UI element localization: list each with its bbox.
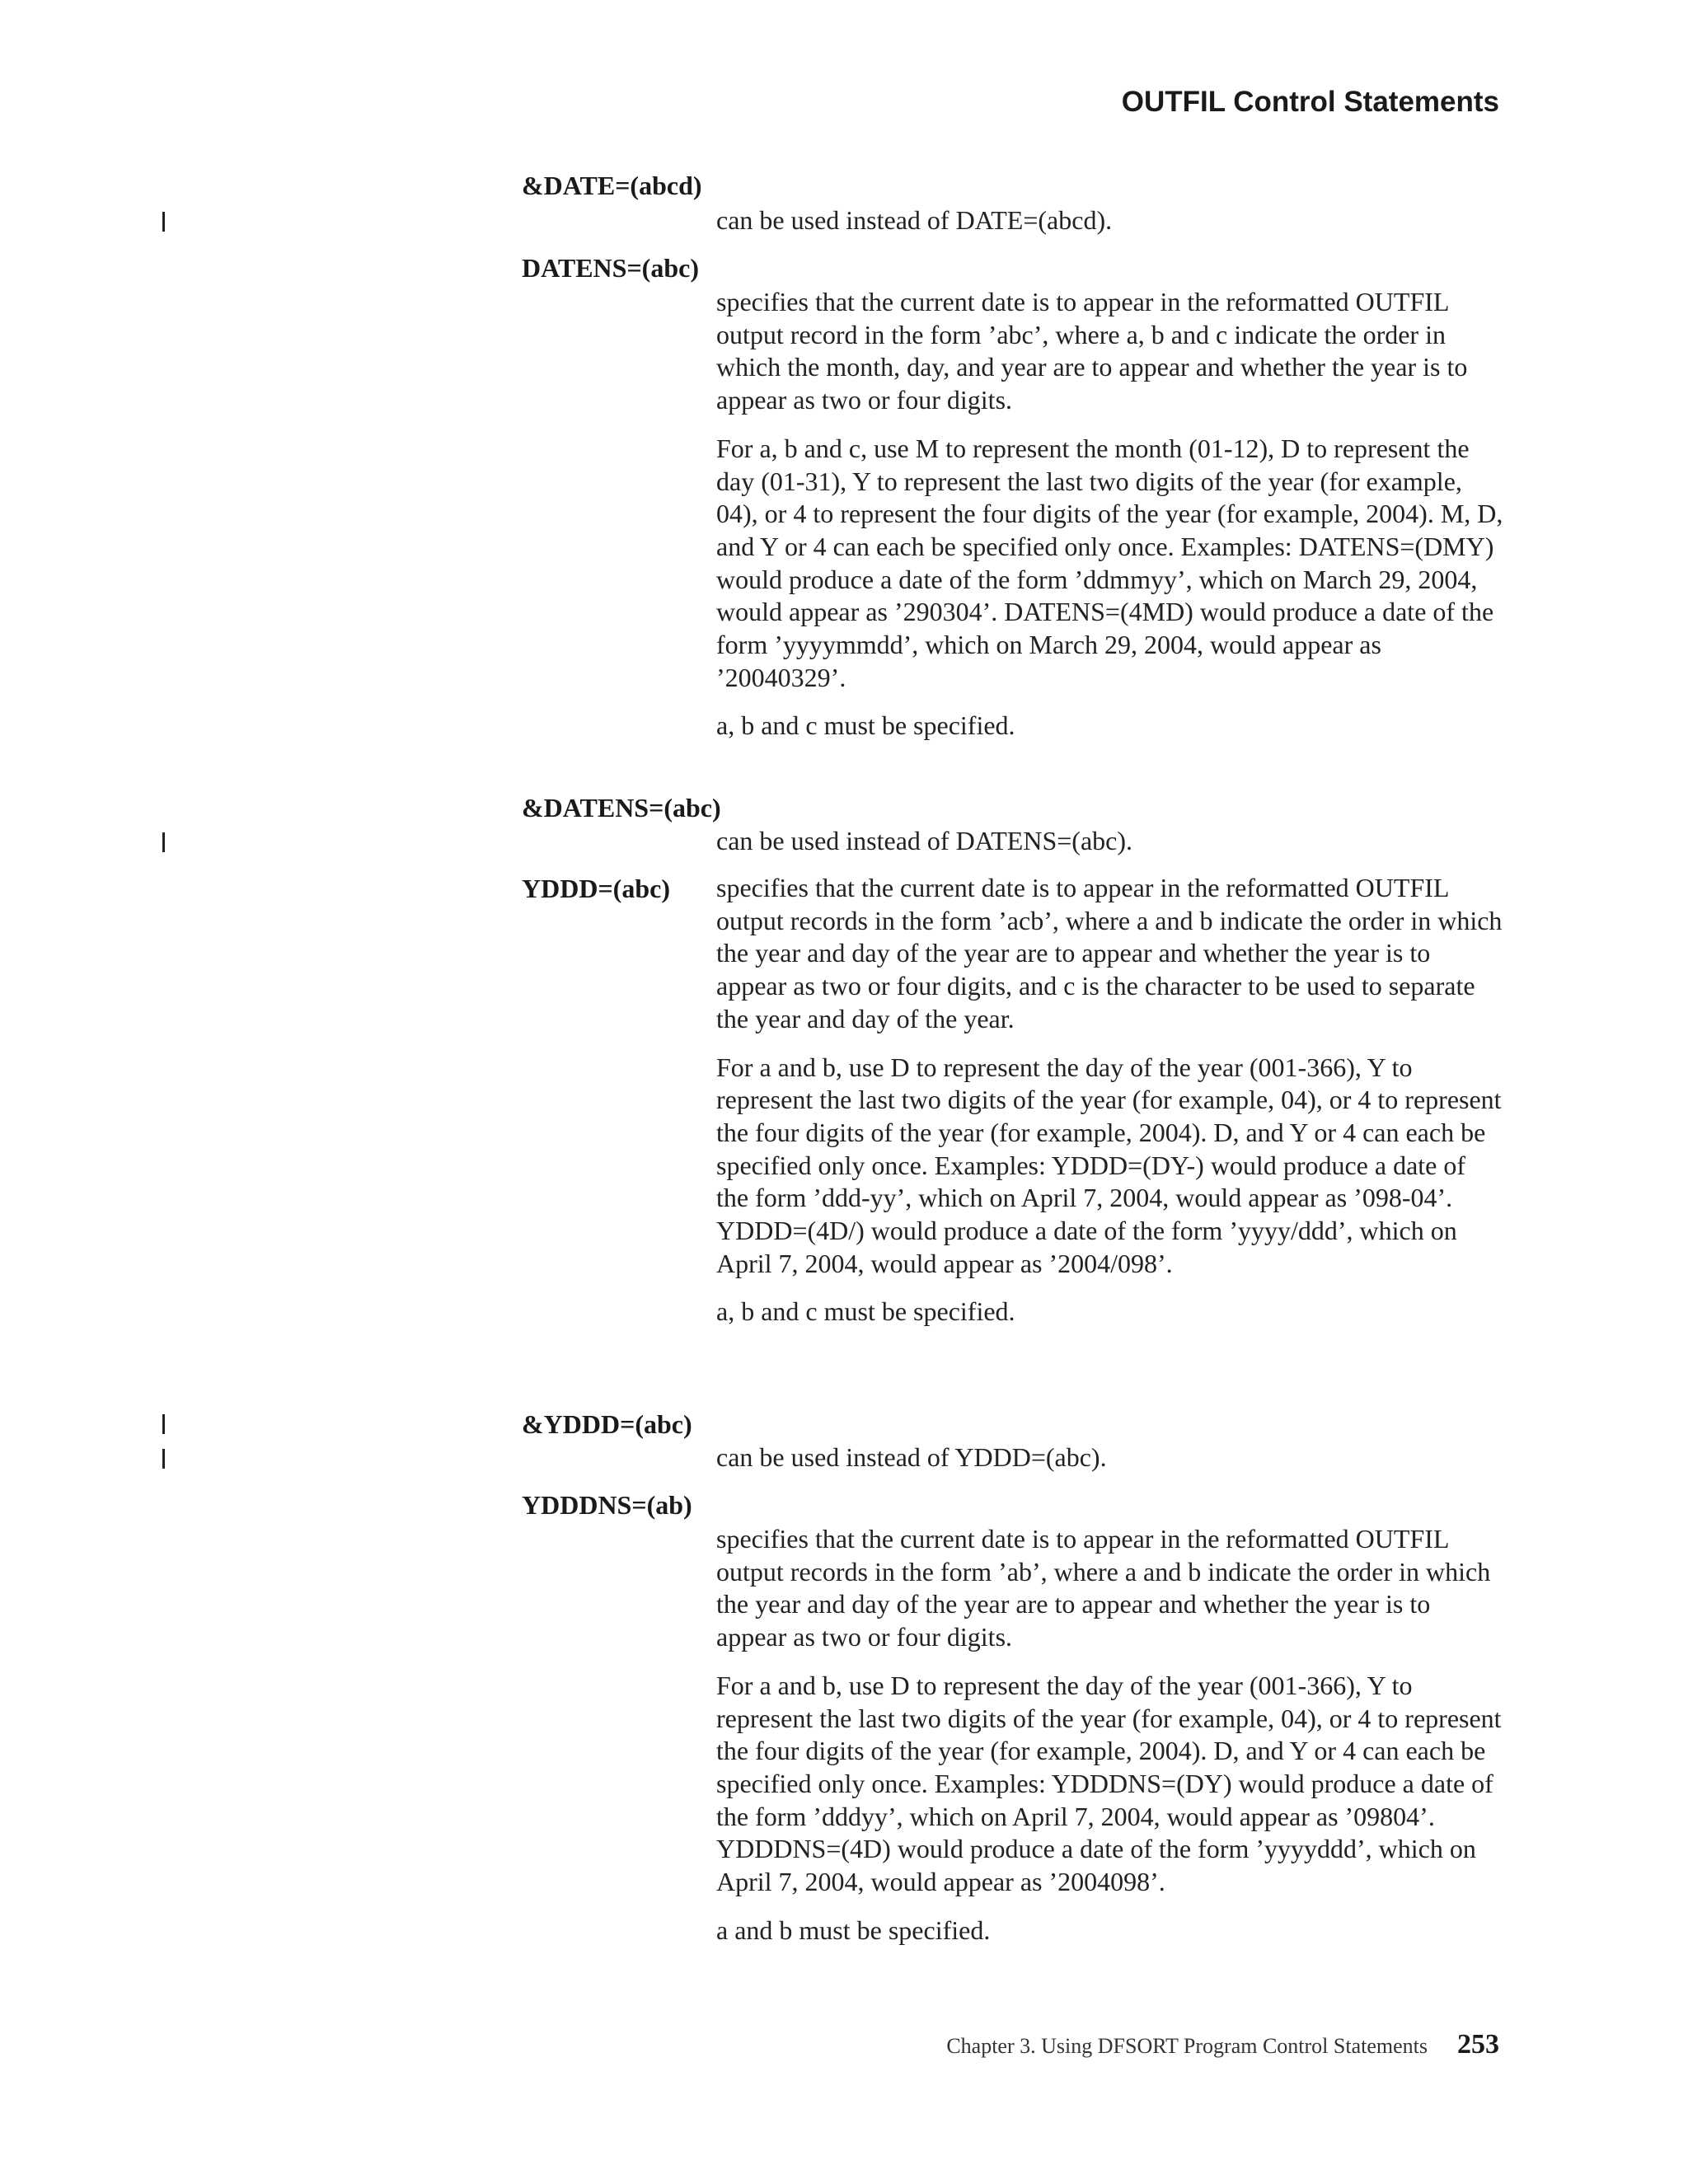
paragraph: For a, b and c, use M to represent the month (01-12), D to represent the day (01-31), Y to represent the last two digits of the year (for example, 04), or 4 to represent the four digits of the year (for example, 2004). M, D, and Y or 4 can each be specified only once. Examples: DATENS=(DMY) would produce a date of the form ’ddmmyy’, which on March 29, 2004, would appear as ’290304’. DATENS=(4MD) would produce a date of the form ’yyyymmdd’, which on March 29, 2004, would appear as ’20040329’. bbox=[716, 433, 1503, 692]
paragraph: a, b and c must be specified. bbox=[716, 710, 1015, 741]
entry-term: &DATENS=(abc) bbox=[522, 793, 721, 823]
entry-description bbox=[716, 825, 1503, 874]
paragraph: can be used instead of YDDD=(abc). bbox=[716, 1442, 1107, 1472]
entry-description bbox=[716, 286, 1503, 758]
paragraph: For a and b, use D to represent the day of the year (001-366), Y to represent the last two digits of the year (for example, 04), or 4 to represent the four digits of the year (for example, 2004). D, and Y or 4 can each be specified only once. Examples: YDDDNS=(DY) would produce a date of the form ’dddyy’, which on April 7, 2004, would appear as ’09804’. YDDDNS=(4D) would produce a date of the form ’yyyyddd’, which on April 7, 2004, would appear as ’2004098’. bbox=[716, 1670, 1502, 1897]
entry-term: DATENS=(abc) bbox=[522, 253, 699, 283]
entry-term: &DATE=(abcd) bbox=[522, 171, 702, 200]
entry-description bbox=[716, 872, 1503, 1344]
paragraph: specifies that the current date is to appear in the reformatted OUTFIL output record in the form ’abc’, where a, b and c indicate the order in which the month, day, and year are to appear and whether the year is to appear as two or four digits. bbox=[716, 287, 1468, 415]
page-number: 253 bbox=[1457, 2029, 1499, 2060]
entry-description bbox=[716, 204, 1503, 253]
entry-description bbox=[716, 1441, 1503, 1490]
change-bar bbox=[162, 1449, 165, 1469]
change-bar bbox=[162, 1414, 165, 1434]
change-bar bbox=[162, 212, 165, 232]
paragraph: a and b must be specified. bbox=[716, 1915, 991, 1945]
entry-description bbox=[716, 1523, 1503, 1962]
entry-term: YDDD=(abc) bbox=[522, 874, 670, 903]
paragraph: a, b and c must be specified. bbox=[716, 1296, 1015, 1327]
paragraph: specifies that the current date is to appear in the reformatted OUTFIL output records in the form ’ab’, where a and b indicate the order in which the year and day of the year are to appear and whether the year is to appear as two or four digits. bbox=[716, 1524, 1491, 1652]
paragraph: can be used instead of DATENS=(abc). bbox=[716, 826, 1132, 855]
entry-term: YDDDNS=(ab) bbox=[522, 1490, 692, 1520]
footer-chapter-title: Chapter 3. Using DFSORT Program Control Statements bbox=[946, 2034, 1428, 2058]
change-bar bbox=[162, 832, 165, 852]
entry-term: &YDDD=(abc) bbox=[522, 1409, 692, 1439]
paragraph: can be used instead of DATE=(abcd). bbox=[716, 205, 1113, 235]
paragraph: specifies that the current date is to appear in the reformatted OUTFIL output records in the form ’acb’, where a and b indicate the order in which the year and day of the year are to appear and whether the year is to appear as two or four digits, and c is the character to be used to separate the year and day of the year. bbox=[716, 873, 1503, 1033]
paragraph: For a and b, use D to represent the day of the year (001-366), Y to represent the last two digits of the year (for example, 04), or 4 to represent the four digits of the year (for example, 2004). D, and Y or 4 can each be specified only once. Examples: YDDD=(DY-) would produce a date of the form ’ddd-yy’, which on April 7, 2004, would appear as ’098-04’. YDDD=(4D/) would produce a date of the form ’yyyy/ddd’, which on April 7, 2004, would appear as ’2004/098’. bbox=[716, 1052, 1502, 1278]
running-header: OUTFIL Control Statements bbox=[1121, 86, 1499, 118]
page-footer bbox=[946, 2029, 1499, 2060]
